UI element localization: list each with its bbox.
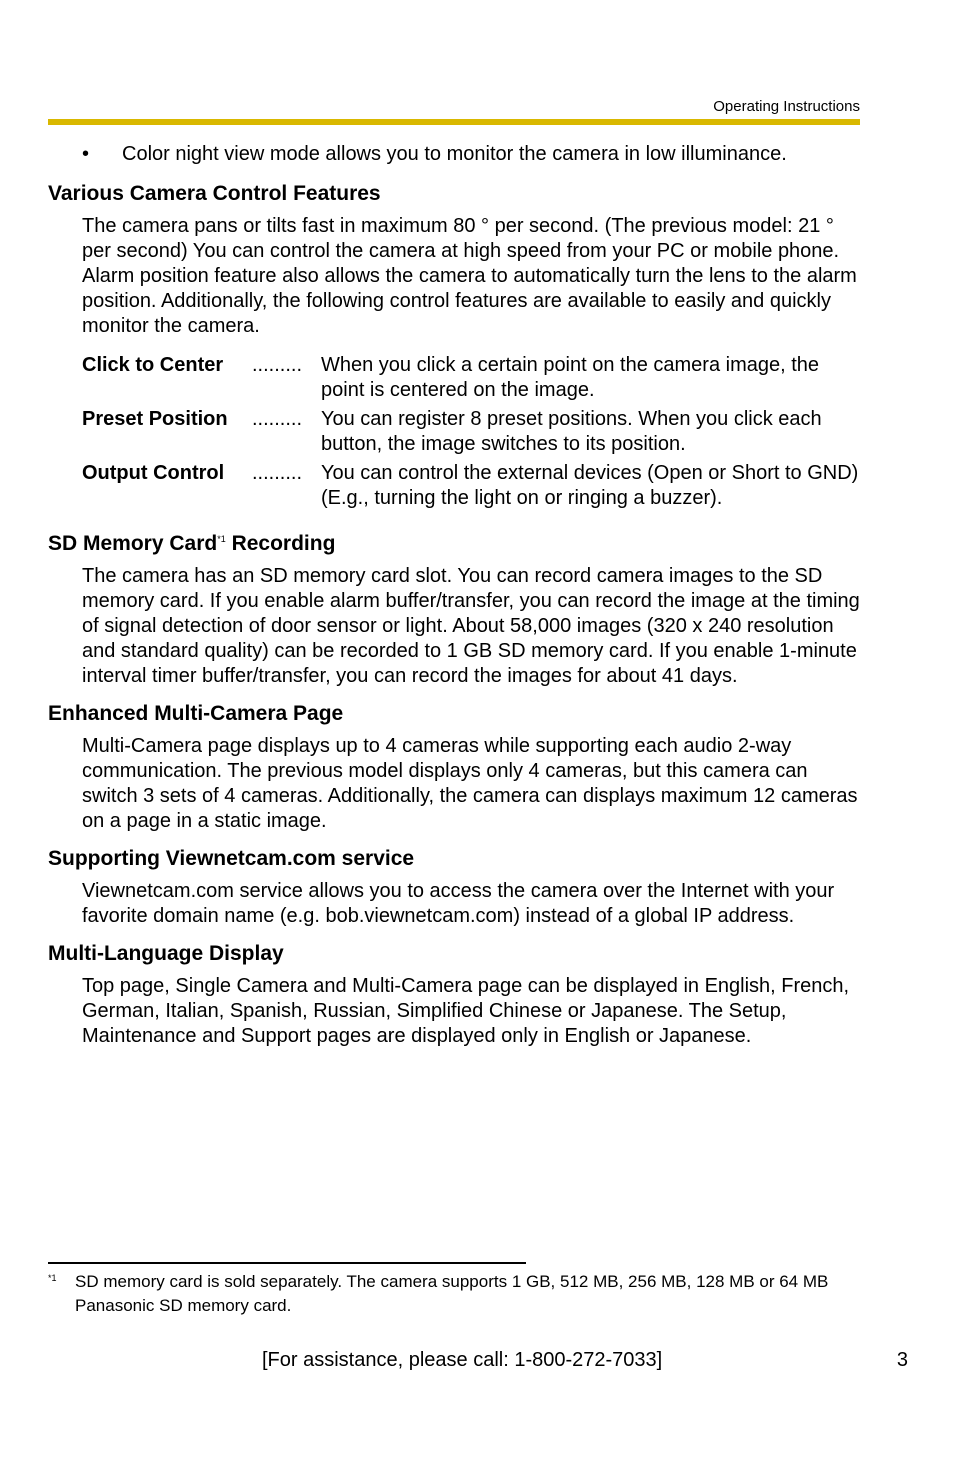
feature-term: Preset Position	[82, 408, 228, 430]
section-body: The camera has an SD memory card slot. You can record camera images to the SD memory card. If you enable alarm buffer/transfer, you can record the image at the timing of signal detection of door sensor or light. About 58,000 images (320 x 240 resolution and standard quality) can be recorded to 1 GB SD memory card. If you enable 1-minute interval timer buffer/transfer, you can record the images for about 41 days.	[82, 565, 860, 687]
page-number: 3	[896, 1349, 908, 1371]
section-heading	[48, 531, 863, 557]
section-viewnetcam	[48, 846, 863, 929]
bullet-dot: •	[82, 143, 90, 165]
section-camera-control	[48, 181, 863, 511]
section-body: The camera pans or tilts fast in maximum 80 ° per second. (The previous model: 21 ° per second) You can control the camera at high speed from your PC or mobile phone. Alarm position feature also allows the camera to automatically turn the lens to the alarm position. Additionally, the following control features are available to easily and quickly monitor the camera.	[82, 215, 857, 337]
feature-description: You can register 8 preset positions. When you click each button, the image switches to its position.	[321, 408, 822, 455]
assistance-line: [For assistance, please call: 1-800-272-7033]	[262, 1349, 663, 1371]
page-content	[48, 142, 863, 1061]
feature-row	[82, 461, 863, 511]
section-heading: Enhanced Multi-Camera Page	[48, 702, 344, 725]
footnote-reference: *1	[217, 534, 226, 544]
footnote-text: SD memory card is sold separately. The camera supports 1 GB, 512 MB, 256 MB, 128 MB or 64 MB Panasonic SD memory card.	[75, 1272, 829, 1315]
feature-row	[82, 407, 863, 457]
section-heading: Various Camera Control Features	[48, 182, 381, 205]
section-body: Multi-Camera page displays up to 4 cameras while supporting each audio 2-way communication. The previous model displays only 4 cameras, but this camera can switch 3 sets of 4 cameras. Additionally, the camera can displays maximum 12 cameras on a page in a static image.	[82, 735, 858, 832]
section-multi-camera	[48, 701, 863, 834]
feature-term: Click to Center	[82, 354, 224, 376]
header-rule	[48, 119, 860, 125]
feature-row	[82, 353, 863, 403]
section-body: Viewnetcam.com service allows you to access the camera over the Internet with your favorite domain name (e.g. bob.viewnetcam.com) instead of a global IP address.	[82, 880, 835, 927]
heading-text-end: Recording	[225, 532, 336, 555]
section-heading: Multi-Language Display	[48, 942, 284, 965]
header-label: Operating Instructions	[713, 98, 860, 115]
footnote-rule	[48, 1262, 526, 1264]
section-heading: Supporting Viewnetcam.com service	[48, 847, 415, 870]
footnote	[48, 1270, 868, 1318]
section-multi-language	[48, 941, 863, 1049]
intro-bullet	[48, 142, 863, 167]
feature-leader-dots: .........	[252, 408, 303, 430]
feature-leader-dots: .........	[252, 354, 303, 376]
section-sd-recording	[48, 531, 863, 689]
feature-description: When you click a certain point on the camera image, the point is centered on the image.	[321, 354, 820, 401]
feature-list	[82, 353, 863, 511]
heading-text-start: SD Memory Card	[48, 532, 218, 555]
feature-term: Output Control	[82, 462, 225, 484]
section-body: Top page, Single Camera and Multi-Camera page can be displayed in English, French, German, Italian, Spanish, Russian, Simplified Chinese or Japanese. The Setup, Maintenance and Support pages are displayed only in English or Japanese.	[82, 975, 850, 1047]
bullet-text: Color night view mode allows you to monitor the camera in low illuminance.	[122, 143, 787, 165]
feature-description: You can control the external devices (Open or Short to GND) (E.g., turning the light on or ringing a buzzer).	[321, 462, 859, 509]
feature-leader-dots: .........	[252, 462, 303, 484]
footnote-mark: *1	[48, 1273, 57, 1283]
